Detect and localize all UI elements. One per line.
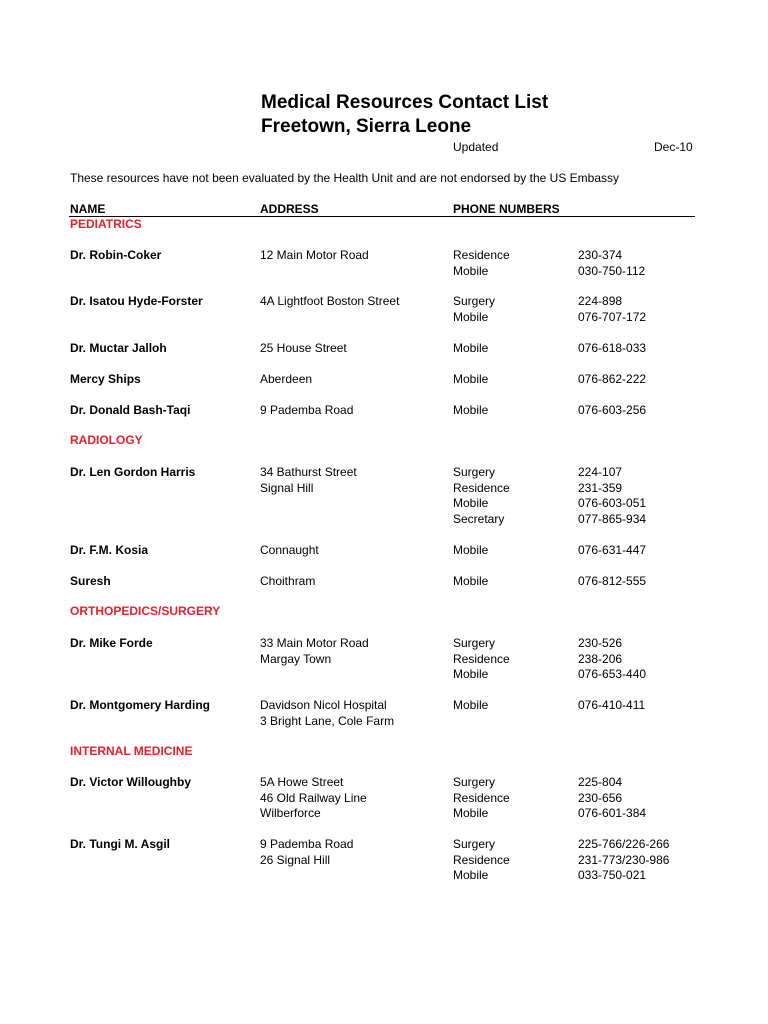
phone-number: 224-107 bbox=[578, 465, 623, 479]
phone-number: 231-359 bbox=[578, 480, 623, 495]
disclaimer-text: These resources have not been evaluated by the Health Unit and are not endorsed by the US Embassy bbox=[70, 171, 619, 185]
phone-number: 076-603-256 bbox=[578, 403, 647, 417]
phone-types bbox=[453, 574, 488, 590]
address-line: Connaught bbox=[260, 543, 319, 557]
phone-type: Mobile bbox=[453, 341, 489, 355]
phone-types bbox=[453, 543, 488, 559]
phone-number: 076-603-051 bbox=[578, 496, 647, 510]
phone-number: 076-707-172 bbox=[578, 309, 647, 324]
contact-name: Dr. Donald Bash-Taqi bbox=[70, 403, 191, 417]
phone-types bbox=[453, 248, 510, 279]
phone-types bbox=[453, 294, 495, 325]
phone-types bbox=[453, 403, 488, 419]
contact-name: Dr. Muctar Jalloh bbox=[70, 341, 167, 355]
address-line: Signal Hill bbox=[260, 480, 314, 495]
phone-type: Mobile bbox=[453, 263, 489, 278]
address-line: Margay Town bbox=[260, 651, 332, 666]
contact-address bbox=[260, 341, 347, 357]
phone-types bbox=[453, 775, 510, 822]
contact-name: Suresh bbox=[70, 574, 111, 588]
phone-number: 230-374 bbox=[578, 248, 623, 262]
phone-type: Residence bbox=[453, 248, 510, 262]
contact-address bbox=[260, 543, 319, 559]
phone-type: Residence bbox=[453, 480, 510, 495]
phone-numbers bbox=[578, 403, 646, 419]
phone-numbers bbox=[578, 837, 669, 884]
phone-number: 231-773/230-986 bbox=[578, 852, 670, 867]
contact-address bbox=[260, 574, 315, 590]
phone-type: Mobile bbox=[453, 543, 489, 557]
updated-label: Updated bbox=[453, 140, 499, 154]
phone-type: Mobile bbox=[453, 403, 489, 417]
phone-types bbox=[453, 341, 488, 357]
phone-numbers bbox=[578, 341, 646, 357]
phone-type: Surgery bbox=[453, 837, 496, 851]
phone-numbers bbox=[578, 372, 646, 388]
phone-type: Mobile bbox=[453, 868, 489, 882]
address-line: 26 Signal Hill bbox=[260, 852, 331, 867]
contact-name: Dr. Tungi M. Asgil bbox=[70, 837, 170, 851]
phone-number: 076-812-555 bbox=[578, 574, 647, 588]
column-header-address: ADDRESS bbox=[260, 202, 319, 216]
phone-type: Surgery bbox=[453, 636, 496, 650]
phone-numbers bbox=[578, 574, 646, 590]
address-line: 5A Howe Street bbox=[260, 775, 344, 789]
phone-type: Surgery bbox=[453, 465, 496, 479]
phone-type: Mobile bbox=[453, 574, 489, 588]
contact-address bbox=[260, 837, 353, 868]
contact-address bbox=[260, 248, 369, 264]
phone-number: 076-862-222 bbox=[578, 372, 647, 386]
phone-type: Mobile bbox=[453, 698, 489, 712]
phone-number: 225-804 bbox=[578, 775, 623, 789]
phone-numbers bbox=[578, 775, 646, 822]
address-line: Choithram bbox=[260, 574, 316, 588]
column-header-phone: PHONE NUMBERS bbox=[453, 202, 560, 216]
address-line: 9 Pademba Road bbox=[260, 403, 354, 417]
category-heading-orthopedics-surgery: ORTHOPEDICS/SURGERY bbox=[70, 604, 221, 618]
address-line: 46 Old Railway Line bbox=[260, 790, 367, 805]
contact-address bbox=[260, 294, 399, 310]
phone-number: 076-618-033 bbox=[578, 341, 647, 355]
phone-number: 224-898 bbox=[578, 294, 623, 308]
phone-number: 076-601-384 bbox=[578, 806, 647, 820]
contact-name: Mercy Ships bbox=[70, 372, 141, 386]
address-line: Wilberforce bbox=[260, 806, 321, 820]
header-divider bbox=[69, 216, 695, 217]
phone-number: 077-865-934 bbox=[578, 511, 647, 526]
phone-types bbox=[453, 837, 510, 884]
contact-name: Dr. Isatou Hyde-Forster bbox=[70, 294, 203, 308]
phone-type: Mobile bbox=[453, 806, 489, 820]
contact-address bbox=[260, 403, 353, 419]
phone-type: Surgery bbox=[453, 775, 496, 789]
address-line: 3 Bright Lane, Cole Farm bbox=[260, 713, 395, 728]
category-heading-pediatrics: PEDIATRICS bbox=[70, 217, 142, 231]
phone-types bbox=[453, 372, 488, 388]
contact-name: Dr. F.M. Kosia bbox=[70, 543, 149, 557]
phone-numbers bbox=[578, 294, 646, 325]
phone-numbers bbox=[578, 698, 645, 714]
phone-type: Mobile bbox=[453, 496, 489, 510]
phone-type: Mobile bbox=[453, 667, 489, 681]
phone-type: Mobile bbox=[453, 372, 489, 386]
document-subtitle: Freetown, Sierra Leone bbox=[261, 116, 472, 137]
contact-address bbox=[260, 465, 357, 496]
phone-number: 238-206 bbox=[578, 651, 623, 666]
column-header-name: NAME bbox=[70, 202, 106, 216]
contact-address bbox=[260, 636, 369, 667]
phone-number: 076-653-440 bbox=[578, 667, 647, 681]
phone-number: 033-750-021 bbox=[578, 868, 647, 882]
phone-numbers bbox=[578, 248, 645, 279]
address-line: 9 Pademba Road bbox=[260, 837, 354, 851]
phone-number: 076-631-447 bbox=[578, 543, 647, 557]
phone-type: Secretary bbox=[453, 511, 505, 526]
address-line: 4A Lightfoot Boston Street bbox=[260, 294, 400, 308]
contact-name: Dr. Robin-Coker bbox=[70, 248, 162, 262]
category-heading-radiology: RADIOLOGY bbox=[70, 433, 143, 447]
phone-number: 030-750-112 bbox=[578, 263, 646, 278]
phone-types bbox=[453, 698, 488, 714]
phone-type: Residence bbox=[453, 790, 510, 805]
document-title: Medical Resources Contact List bbox=[261, 92, 549, 113]
address-line: 33 Main Motor Road bbox=[260, 636, 369, 650]
address-line: 25 House Street bbox=[260, 341, 347, 355]
phone-type: Mobile bbox=[453, 309, 489, 324]
phone-number: 225-766/226-266 bbox=[578, 837, 670, 851]
phone-number: 230-656 bbox=[578, 790, 623, 805]
phone-numbers bbox=[578, 543, 646, 559]
phone-type: Residence bbox=[453, 651, 510, 666]
category-heading-internal-medicine: INTERNAL MEDICINE bbox=[70, 744, 193, 758]
phone-type: Residence bbox=[453, 852, 510, 867]
contact-name: Dr. Montgomery Harding bbox=[70, 698, 211, 712]
address-line: Aberdeen bbox=[260, 372, 313, 386]
phone-numbers bbox=[578, 636, 646, 683]
address-line: 34 Bathurst Street bbox=[260, 465, 357, 479]
phone-type: Surgery bbox=[453, 294, 496, 308]
phone-types bbox=[453, 465, 510, 527]
phone-numbers bbox=[578, 465, 646, 527]
contact-name: Dr. Len Gordon Harris bbox=[70, 465, 196, 479]
phone-number: 230-526 bbox=[578, 636, 623, 650]
contact-address bbox=[260, 698, 394, 729]
contact-address bbox=[260, 372, 312, 388]
phone-types bbox=[453, 636, 510, 683]
contact-name: Dr. Mike Forde bbox=[70, 636, 153, 650]
address-line: Davidson Nicol Hospital bbox=[260, 698, 387, 712]
address-line: 12 Main Motor Road bbox=[260, 248, 369, 262]
contact-name: Dr. Victor Willoughby bbox=[70, 775, 192, 789]
phone-number: 076-410-411 bbox=[578, 698, 646, 712]
contact-address bbox=[260, 775, 367, 822]
updated-date: Dec-10 bbox=[654, 140, 693, 154]
